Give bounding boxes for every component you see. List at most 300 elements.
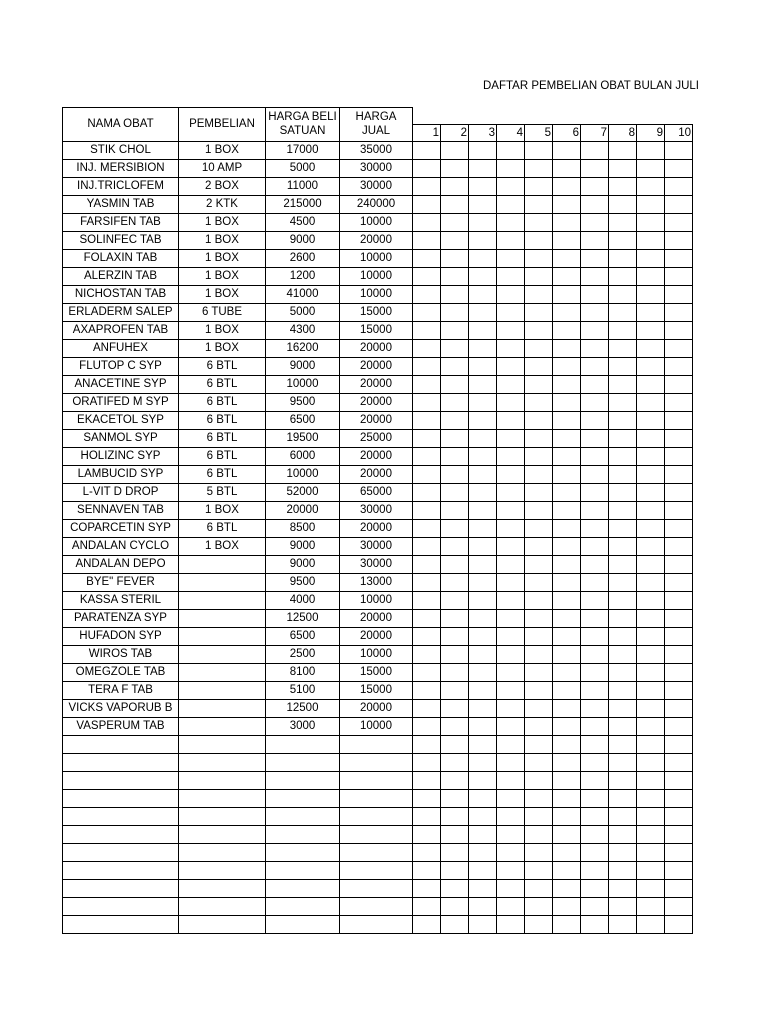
cell-pembelian: 2 BOX bbox=[179, 177, 266, 195]
cell-day-7 bbox=[581, 483, 609, 501]
cell-harga-beli: 215000 bbox=[266, 195, 340, 213]
cell-pembelian bbox=[179, 573, 266, 591]
cell-day-5 bbox=[525, 753, 553, 771]
cell-harga-beli: 20000 bbox=[266, 501, 340, 519]
cell-day-6 bbox=[553, 771, 581, 789]
cell-day-8 bbox=[609, 555, 637, 573]
cell-day-6 bbox=[553, 825, 581, 843]
cell-harga-beli: 4000 bbox=[266, 591, 340, 609]
cell-day-2 bbox=[441, 303, 469, 321]
cell-day-8 bbox=[609, 339, 637, 357]
cell-day-6 bbox=[553, 897, 581, 915]
cell-day-5 bbox=[525, 483, 553, 501]
cell-day-7 bbox=[581, 231, 609, 249]
cell-nama-obat bbox=[63, 915, 179, 933]
cell-day-7 bbox=[581, 609, 609, 627]
cell-day-8 bbox=[609, 753, 637, 771]
cell-day-5 bbox=[525, 627, 553, 645]
header-day-7: 7 bbox=[581, 124, 609, 141]
cell-nama-obat: SENNAVEN TAB bbox=[63, 501, 179, 519]
cell-day-2 bbox=[441, 159, 469, 177]
cell-day-8 bbox=[609, 789, 637, 807]
cell-day-6 bbox=[553, 879, 581, 897]
cell-day-10 bbox=[665, 915, 693, 933]
cell-day-4 bbox=[497, 627, 525, 645]
table-row bbox=[63, 249, 693, 267]
cell-day-7 bbox=[581, 249, 609, 267]
cell-harga-beli: 2600 bbox=[266, 249, 340, 267]
cell-harga-jual: 20000 bbox=[340, 393, 413, 411]
cell-day-2 bbox=[441, 753, 469, 771]
cell-nama-obat bbox=[63, 753, 179, 771]
cell-pembelian bbox=[179, 825, 266, 843]
cell-day-9 bbox=[637, 375, 665, 393]
cell-day-3 bbox=[469, 267, 497, 285]
cell-day-4 bbox=[497, 591, 525, 609]
cell-harga-beli: 8500 bbox=[266, 519, 340, 537]
cell-day-5 bbox=[525, 501, 553, 519]
cell-day-6 bbox=[553, 429, 581, 447]
cell-day-3 bbox=[469, 645, 497, 663]
cell-harga-jual: 15000 bbox=[340, 663, 413, 681]
cell-day-3 bbox=[469, 897, 497, 915]
cell-harga-jual: 25000 bbox=[340, 429, 413, 447]
cell-day-4 bbox=[497, 501, 525, 519]
cell-pembelian: 6 BTL bbox=[179, 393, 266, 411]
cell-day-9 bbox=[637, 879, 665, 897]
cell-day-5 bbox=[525, 573, 553, 591]
cell-day-10 bbox=[665, 879, 693, 897]
cell-day-8 bbox=[609, 141, 637, 159]
cell-day-4 bbox=[497, 681, 525, 699]
cell-harga-jual: 30000 bbox=[340, 555, 413, 573]
cell-day-5 bbox=[525, 645, 553, 663]
table-row bbox=[63, 627, 693, 645]
cell-day-10 bbox=[665, 141, 693, 159]
cell-day-6 bbox=[553, 843, 581, 861]
cell-nama-obat: KASSA STERIL bbox=[63, 591, 179, 609]
table-row bbox=[63, 789, 693, 807]
cell-nama-obat bbox=[63, 807, 179, 825]
cell-nama-obat: LAMBUCID SYP bbox=[63, 465, 179, 483]
table-row bbox=[63, 519, 693, 537]
table-row bbox=[63, 807, 693, 825]
cell-day-6 bbox=[553, 663, 581, 681]
cell-day-1 bbox=[413, 321, 441, 339]
cell-day-5 bbox=[525, 789, 553, 807]
cell-day-7 bbox=[581, 735, 609, 753]
cell-day-4 bbox=[497, 663, 525, 681]
cell-day-8 bbox=[609, 771, 637, 789]
cell-harga-jual: 20000 bbox=[340, 519, 413, 537]
cell-day-1 bbox=[413, 177, 441, 195]
cell-pembelian: 10 AMP bbox=[179, 159, 266, 177]
cell-nama-obat: HOLIZINC SYP bbox=[63, 447, 179, 465]
cell-day-9 bbox=[637, 213, 665, 231]
cell-day-8 bbox=[609, 627, 637, 645]
cell-day-7 bbox=[581, 537, 609, 555]
cell-day-10 bbox=[665, 663, 693, 681]
cell-day-1 bbox=[413, 699, 441, 717]
table-row bbox=[63, 555, 693, 573]
cell-day-7 bbox=[581, 141, 609, 159]
cell-day-8 bbox=[609, 645, 637, 663]
cell-day-10 bbox=[665, 339, 693, 357]
cell-day-9 bbox=[637, 447, 665, 465]
cell-day-1 bbox=[413, 879, 441, 897]
cell-day-10 bbox=[665, 699, 693, 717]
table-row bbox=[63, 339, 693, 357]
cell-day-1 bbox=[413, 483, 441, 501]
cell-day-10 bbox=[665, 609, 693, 627]
cell-harga-jual: 20000 bbox=[340, 447, 413, 465]
cell-pembelian bbox=[179, 915, 266, 933]
cell-day-6 bbox=[553, 285, 581, 303]
table-row bbox=[63, 321, 693, 339]
cell-nama-obat: INJ. MERSIBION bbox=[63, 159, 179, 177]
cell-harga-beli: 10000 bbox=[266, 375, 340, 393]
cell-harga-jual: 20000 bbox=[340, 411, 413, 429]
cell-harga-jual: 20000 bbox=[340, 627, 413, 645]
cell-day-2 bbox=[441, 807, 469, 825]
cell-harga-beli: 9000 bbox=[266, 537, 340, 555]
cell-day-1 bbox=[413, 807, 441, 825]
cell-day-8 bbox=[609, 267, 637, 285]
cell-harga-jual: 20000 bbox=[340, 609, 413, 627]
cell-day-4 bbox=[497, 195, 525, 213]
cell-harga-jual: 15000 bbox=[340, 321, 413, 339]
cell-nama-obat: PARATENZA SYP bbox=[63, 609, 179, 627]
cell-day-4 bbox=[497, 411, 525, 429]
cell-nama-obat: YASMIN TAB bbox=[63, 195, 179, 213]
cell-day-8 bbox=[609, 807, 637, 825]
cell-day-3 bbox=[469, 375, 497, 393]
cell-day-5 bbox=[525, 321, 553, 339]
cell-day-5 bbox=[525, 879, 553, 897]
cell-nama-obat: COPARCETIN SYP bbox=[63, 519, 179, 537]
cell-nama-obat bbox=[63, 771, 179, 789]
table-row bbox=[63, 537, 693, 555]
cell-nama-obat bbox=[63, 789, 179, 807]
cell-day-10 bbox=[665, 807, 693, 825]
cell-day-6 bbox=[553, 141, 581, 159]
cell-pembelian bbox=[179, 627, 266, 645]
cell-day-1 bbox=[413, 627, 441, 645]
cell-day-1 bbox=[413, 609, 441, 627]
cell-day-9 bbox=[637, 537, 665, 555]
cell-harga-jual: 35000 bbox=[340, 141, 413, 159]
cell-pembelian: 2 KTK bbox=[179, 195, 266, 213]
cell-day-7 bbox=[581, 861, 609, 879]
cell-harga-jual: 10000 bbox=[340, 717, 413, 735]
cell-day-8 bbox=[609, 609, 637, 627]
cell-day-2 bbox=[441, 411, 469, 429]
cell-harga-beli: 6500 bbox=[266, 627, 340, 645]
cell-harga-beli: 9000 bbox=[266, 231, 340, 249]
cell-day-1 bbox=[413, 519, 441, 537]
cell-harga-beli: 4300 bbox=[266, 321, 340, 339]
cell-day-7 bbox=[581, 681, 609, 699]
cell-day-3 bbox=[469, 735, 497, 753]
cell-day-1 bbox=[413, 303, 441, 321]
cell-day-8 bbox=[609, 735, 637, 753]
cell-day-7 bbox=[581, 717, 609, 735]
cell-day-3 bbox=[469, 915, 497, 933]
cell-day-9 bbox=[637, 609, 665, 627]
cell-day-5 bbox=[525, 519, 553, 537]
cell-day-2 bbox=[441, 717, 469, 735]
cell-day-7 bbox=[581, 393, 609, 411]
cell-pembelian: 1 BOX bbox=[179, 141, 266, 159]
cell-day-2 bbox=[441, 231, 469, 249]
cell-day-4 bbox=[497, 375, 525, 393]
cell-day-10 bbox=[665, 429, 693, 447]
cell-harga-beli: 1200 bbox=[266, 267, 340, 285]
table-row bbox=[63, 735, 693, 753]
cell-day-2 bbox=[441, 879, 469, 897]
cell-day-2 bbox=[441, 843, 469, 861]
cell-day-7 bbox=[581, 519, 609, 537]
cell-nama-obat: HUFADON SYP bbox=[63, 627, 179, 645]
cell-day-4 bbox=[497, 609, 525, 627]
cell-harga-beli: 9500 bbox=[266, 393, 340, 411]
cell-pembelian bbox=[179, 771, 266, 789]
table-row bbox=[63, 681, 693, 699]
cell-day-9 bbox=[637, 735, 665, 753]
cell-day-1 bbox=[413, 375, 441, 393]
table-row bbox=[63, 753, 693, 771]
cell-day-5 bbox=[525, 141, 553, 159]
cell-day-8 bbox=[609, 825, 637, 843]
cell-nama-obat bbox=[63, 861, 179, 879]
cell-day-1 bbox=[413, 681, 441, 699]
cell-day-10 bbox=[665, 267, 693, 285]
cell-pembelian bbox=[179, 663, 266, 681]
table-row bbox=[63, 393, 693, 411]
cell-day-4 bbox=[497, 339, 525, 357]
cell-day-1 bbox=[413, 411, 441, 429]
cell-harga-jual: 10000 bbox=[340, 645, 413, 663]
cell-day-7 bbox=[581, 591, 609, 609]
cell-day-9 bbox=[637, 159, 665, 177]
cell-day-1 bbox=[413, 915, 441, 933]
cell-day-10 bbox=[665, 825, 693, 843]
header-day-9: 9 bbox=[637, 124, 665, 141]
cell-pembelian: 1 BOX bbox=[179, 249, 266, 267]
cell-day-3 bbox=[469, 321, 497, 339]
cell-harga-beli: 6000 bbox=[266, 447, 340, 465]
table-row bbox=[63, 195, 693, 213]
cell-day-9 bbox=[637, 681, 665, 699]
cell-day-7 bbox=[581, 897, 609, 915]
cell-harga-jual: 10000 bbox=[340, 249, 413, 267]
cell-day-9 bbox=[637, 555, 665, 573]
cell-day-6 bbox=[553, 177, 581, 195]
cell-pembelian bbox=[179, 609, 266, 627]
cell-pembelian bbox=[179, 879, 266, 897]
header-day-8: 8 bbox=[609, 124, 637, 141]
header-day-10: 10 bbox=[665, 124, 693, 141]
cell-pembelian: 6 BTL bbox=[179, 375, 266, 393]
cell-day-6 bbox=[553, 717, 581, 735]
cell-day-3 bbox=[469, 285, 497, 303]
cell-day-6 bbox=[553, 321, 581, 339]
cell-pembelian bbox=[179, 807, 266, 825]
cell-day-5 bbox=[525, 447, 553, 465]
table-row bbox=[63, 861, 693, 879]
cell-day-8 bbox=[609, 681, 637, 699]
cell-day-8 bbox=[609, 411, 637, 429]
cell-day-7 bbox=[581, 843, 609, 861]
cell-harga-beli: 5000 bbox=[266, 159, 340, 177]
cell-day-7 bbox=[581, 915, 609, 933]
cell-day-3 bbox=[469, 339, 497, 357]
cell-day-9 bbox=[637, 789, 665, 807]
cell-harga-jual: 20000 bbox=[340, 465, 413, 483]
cell-day-7 bbox=[581, 699, 609, 717]
cell-harga-beli: 2500 bbox=[266, 645, 340, 663]
cell-day-8 bbox=[609, 285, 637, 303]
cell-day-9 bbox=[637, 285, 665, 303]
cell-day-1 bbox=[413, 231, 441, 249]
cell-day-7 bbox=[581, 879, 609, 897]
cell-day-10 bbox=[665, 357, 693, 375]
table-row bbox=[63, 267, 693, 285]
cell-nama-obat bbox=[63, 897, 179, 915]
table-row bbox=[63, 213, 693, 231]
cell-harga-jual: 30000 bbox=[340, 537, 413, 555]
cell-day-3 bbox=[469, 141, 497, 159]
cell-day-2 bbox=[441, 609, 469, 627]
cell-day-5 bbox=[525, 591, 553, 609]
cell-day-10 bbox=[665, 177, 693, 195]
cell-nama-obat: NICHOSTAN TAB bbox=[63, 285, 179, 303]
cell-day-6 bbox=[553, 411, 581, 429]
cell-day-10 bbox=[665, 519, 693, 537]
cell-day-7 bbox=[581, 357, 609, 375]
cell-day-2 bbox=[441, 699, 469, 717]
header-pembelian: PEMBELIAN bbox=[179, 108, 266, 142]
cell-day-5 bbox=[525, 339, 553, 357]
cell-day-6 bbox=[553, 159, 581, 177]
cell-day-3 bbox=[469, 465, 497, 483]
cell-day-6 bbox=[553, 789, 581, 807]
cell-harga-beli bbox=[266, 843, 340, 861]
cell-day-8 bbox=[609, 915, 637, 933]
cell-day-9 bbox=[637, 663, 665, 681]
cell-day-7 bbox=[581, 501, 609, 519]
cell-day-10 bbox=[665, 645, 693, 663]
cell-nama-obat: ANFUHEX bbox=[63, 339, 179, 357]
cell-harga-jual: 30000 bbox=[340, 501, 413, 519]
cell-pembelian bbox=[179, 789, 266, 807]
cell-day-6 bbox=[553, 339, 581, 357]
cell-day-3 bbox=[469, 825, 497, 843]
cell-harga-jual bbox=[340, 915, 413, 933]
cell-harga-beli: 6500 bbox=[266, 411, 340, 429]
cell-day-5 bbox=[525, 915, 553, 933]
cell-nama-obat: ANDALAN CYCLO bbox=[63, 537, 179, 555]
cell-day-9 bbox=[637, 843, 665, 861]
cell-day-2 bbox=[441, 249, 469, 267]
cell-day-3 bbox=[469, 393, 497, 411]
cell-harga-jual: 30000 bbox=[340, 177, 413, 195]
cell-day-10 bbox=[665, 303, 693, 321]
table-row bbox=[63, 879, 693, 897]
cell-day-5 bbox=[525, 771, 553, 789]
cell-harga-jual bbox=[340, 771, 413, 789]
cell-day-6 bbox=[553, 213, 581, 231]
cell-day-10 bbox=[665, 843, 693, 861]
cell-day-3 bbox=[469, 213, 497, 231]
cell-day-6 bbox=[553, 555, 581, 573]
cell-day-3 bbox=[469, 789, 497, 807]
cell-day-6 bbox=[553, 519, 581, 537]
cell-day-8 bbox=[609, 213, 637, 231]
cell-day-6 bbox=[553, 483, 581, 501]
table-row bbox=[63, 465, 693, 483]
cell-day-5 bbox=[525, 663, 553, 681]
cell-nama-obat: ANACETINE SYP bbox=[63, 375, 179, 393]
cell-day-3 bbox=[469, 861, 497, 879]
cell-day-6 bbox=[553, 231, 581, 249]
cell-harga-beli: 12500 bbox=[266, 699, 340, 717]
cell-pembelian: 1 BOX bbox=[179, 285, 266, 303]
cell-day-4 bbox=[497, 177, 525, 195]
cell-day-1 bbox=[413, 465, 441, 483]
cell-day-10 bbox=[665, 789, 693, 807]
cell-day-2 bbox=[441, 177, 469, 195]
table-row bbox=[63, 897, 693, 915]
cell-day-9 bbox=[637, 195, 665, 213]
cell-day-3 bbox=[469, 537, 497, 555]
cell-day-2 bbox=[441, 213, 469, 231]
cell-day-10 bbox=[665, 213, 693, 231]
table-row bbox=[63, 501, 693, 519]
cell-harga-jual: 20000 bbox=[340, 357, 413, 375]
cell-day-2 bbox=[441, 627, 469, 645]
cell-day-9 bbox=[637, 591, 665, 609]
cell-harga-beli: 52000 bbox=[266, 483, 340, 501]
cell-day-4 bbox=[497, 321, 525, 339]
cell-day-4 bbox=[497, 771, 525, 789]
cell-harga-beli: 10000 bbox=[266, 465, 340, 483]
cell-day-6 bbox=[553, 645, 581, 663]
cell-day-5 bbox=[525, 429, 553, 447]
cell-pembelian: 6 BTL bbox=[179, 357, 266, 375]
cell-harga-jual: 10000 bbox=[340, 591, 413, 609]
cell-day-4 bbox=[497, 393, 525, 411]
cell-day-10 bbox=[665, 321, 693, 339]
cell-day-2 bbox=[441, 915, 469, 933]
cell-day-1 bbox=[413, 537, 441, 555]
cell-day-2 bbox=[441, 789, 469, 807]
cell-day-10 bbox=[665, 627, 693, 645]
cell-harga-jual: 15000 bbox=[340, 303, 413, 321]
cell-day-3 bbox=[469, 627, 497, 645]
cell-day-5 bbox=[525, 411, 553, 429]
cell-nama-obat: SANMOL SYP bbox=[63, 429, 179, 447]
cell-day-9 bbox=[637, 861, 665, 879]
header-day-2: 2 bbox=[441, 124, 469, 141]
cell-pembelian bbox=[179, 591, 266, 609]
cell-day-8 bbox=[609, 879, 637, 897]
cell-day-10 bbox=[665, 501, 693, 519]
cell-harga-beli: 41000 bbox=[266, 285, 340, 303]
cell-day-2 bbox=[441, 321, 469, 339]
cell-day-9 bbox=[637, 771, 665, 789]
cell-day-10 bbox=[665, 195, 693, 213]
